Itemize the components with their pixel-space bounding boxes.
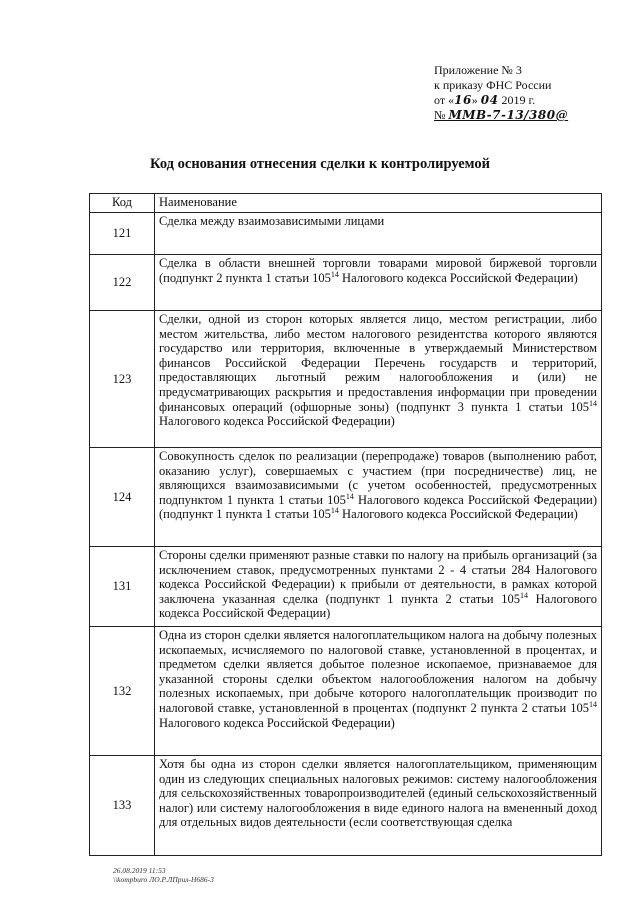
row-code: 131: [90, 547, 155, 627]
description-text: Налогового кодекса Российской Федерации): [159, 715, 395, 730]
footer-path: \\kompburo ЛО.Р.ЛПрил-Н686-3: [113, 875, 214, 884]
row-code: 121: [90, 213, 155, 255]
article-superscript: 14: [589, 699, 597, 709]
row-description: [155, 547, 602, 627]
description-text: Налогового кодекса Российской Федерации): [159, 591, 597, 621]
appendix-date: от «16» 04 2019 г.: [434, 93, 536, 107]
row-code: 124: [90, 448, 155, 547]
file-footer: [113, 866, 214, 884]
article-superscript: 14: [589, 398, 597, 408]
description-text: Сделки, одной из сторон которых является лицо, местом регистрации, либо местом жительства, либо местом налогового резидентства которого являются государство или территория, включенные в утверждаемый Министерством финансов Российской Федерации Перечень государств и территорий, предоставляющих льготный режим налогообложения и (или) не предусматривающих раскрытия и предоставления информации при проведении финансовых операций (офшорные зоны) (подпункт 3 пункта 1 статьи 105: [159, 312, 597, 414]
description-text: Налогового кодекса Российской Федерации): [338, 270, 578, 285]
description-text: Совокупность сделок по реализации (перепродаже) товаров (выполнению работ, оказанию услуг), совершаемых с участием (при посредничестве) лиц, не являющихся взаимозависимыми (с учетом особенностей, предусмотренных подпунктом 1 пункта 1 статьи 105: [159, 449, 597, 507]
row-description: [155, 627, 602, 756]
row-description: [155, 213, 602, 255]
row-code: 123: [90, 311, 155, 448]
row-description: [155, 448, 602, 547]
appendix-order-number: № ММВ-7-13/380@: [434, 108, 569, 122]
row-code: 122: [90, 255, 155, 311]
appendix-number: Приложение № 3: [434, 63, 522, 77]
date-day: 16: [454, 93, 472, 107]
table-row: [90, 547, 602, 627]
appendix-order-ref: к приказу ФНС России: [434, 78, 552, 92]
table-row: [90, 627, 602, 756]
table-row: [90, 311, 602, 448]
page-title: Код основания отнесения сделки к контролируемой: [150, 156, 490, 172]
footer-timestamp: 26.08.2019 11:53: [113, 866, 166, 875]
article-superscript: 14: [330, 269, 339, 279]
row-code: 132: [90, 627, 155, 756]
table-row: [90, 213, 602, 255]
description-text: Налогового кодекса Российской Федерации): [159, 414, 395, 429]
article-superscript: 14: [520, 590, 528, 600]
row-description: [155, 311, 602, 448]
description-text: Сделка между взаимозависимыми лицами: [159, 214, 385, 228]
row-description: [155, 756, 602, 856]
table-row: [90, 756, 602, 856]
description-text: Хотя бы одна из сторон сделки является налогоплательщиком, применяющим один из следующих специальных налоговых режимов: систему налогообложения для сельскохозяйственных товаропроизводителей (единый сельскохозяйственный налог) или систему налогообложения в виде единого налога на вмененный доход для отдельных видов деятельности (если соответствующая сделка: [159, 757, 597, 830]
appendix-header: [434, 63, 568, 123]
order-number-value: ММВ-7-13/380@: [448, 108, 569, 122]
article-superscript: 14: [330, 506, 339, 516]
table-row: [90, 255, 602, 311]
header-name: Наименование: [155, 194, 602, 213]
row-description: [155, 255, 602, 311]
description-text: Стороны сделки применяют разные ставки по налогу на прибыль организаций (за исключением ставок, предусмотренных пунктами 2 - 4 статьи 284 Налогового кодекса Российской Федерации) к прибыли от деятельности, в рамках которой заключена указанная сделка (подпункт 1 пункта 2 статьи 105: [159, 548, 597, 606]
header-code: Код: [90, 194, 155, 213]
description-text: Одна из сторон сделки является налогоплательщиком налога на добычу полезных ископаемых, исчисляемого по налоговой ставке, установленной в процентах, и предметом сделки является добытое полезное ископаемое, признаваемое для указанной стороны сделки объектом налогообложения налогом на добычу полезных ископаемых, при добыче которого налогоплательщик производит по налоговой ставке, установленной в процентах (подпункт 2 пункта 2 статьи 105: [159, 628, 597, 715]
date-month: 04: [480, 93, 499, 107]
table-header-row: [90, 194, 602, 213]
row-code: 133: [90, 756, 155, 856]
codes-table: [89, 193, 602, 856]
description-text: Налогового кодекса Российской Федерации): [338, 507, 578, 522]
article-superscript: 14: [345, 491, 354, 501]
description-text: Сделка в области внешней торговли товарами мировой биржевой торговли (подпункт 2 пункта 1 статьи 105: [159, 256, 597, 285]
description-text: Налогового кодекса Российской Федерации) (подпункт 1 пункта 1 статьи 105: [159, 492, 597, 522]
table-row: [90, 448, 602, 547]
